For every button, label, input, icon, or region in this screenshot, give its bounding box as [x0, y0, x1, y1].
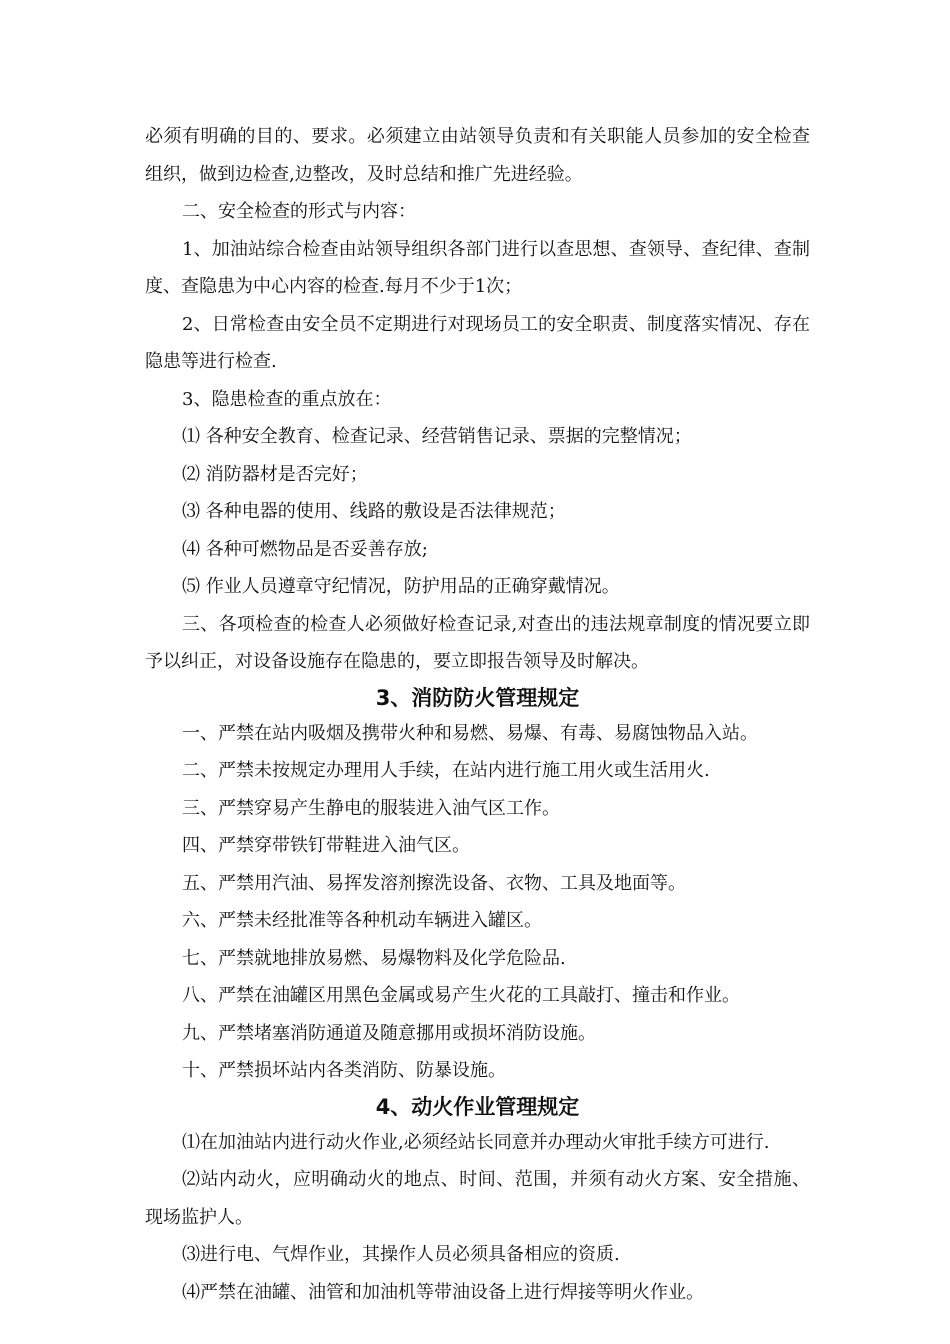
section-title-hot-work: 4、动火作业管理规定 — [375, 1094, 580, 1119]
list-item: 六、严禁未经批准等各种机动车辆进入罐区。 — [182, 910, 542, 931]
paragraph-hazard-focus: 3、隐患检查的重点放在： — [182, 388, 392, 410]
list-item: ⑵ 消防器材是否完好； — [182, 463, 368, 485]
list-item: 三、严禁穿易产生静电的服装进入油气区工作。 — [182, 797, 560, 819]
list-item: ⑴在加油站内进行动火作业,必须经站长同意并办理动火审批手续方可进行. — [182, 1131, 770, 1153]
list-item: ⑶进行电、气焊作业，其操作人员必须具备相应的资质. — [182, 1244, 620, 1265]
paragraph-inspection-records: 三、各项检查的检查人必须做好检查记录,对查出的违法规章制度的情况要立即予以纠正，对设备设施存在隐患的，要立即报告领导及时解决。 — [145, 613, 810, 672]
list-item: ⑸ 作业人员遵章守纪情况，防护用品的正确穿戴情况。 — [182, 576, 620, 597]
list-item: ⑷严禁在油罐、油管和加油机等带油设备上进行焊接等明火作业。 — [182, 1281, 704, 1303]
list-item: ⑴ 各种安全教育、检查记录、经营销售记录、票据的完整情况； — [182, 426, 692, 447]
list-item: ⑷ 各种可燃物品是否妥善存放; — [182, 538, 428, 560]
paragraph-inspection-forms-heading: 二、安全检查的形式与内容： — [182, 201, 416, 222]
list-item: 五、严禁用汽油、易挥发溶剂擦洗设备、衣物、工具及地面等。 — [182, 872, 686, 894]
paragraph-comprehensive-inspection: 1、加油站综合检查由站领导组织各部门进行以查思想、查领导、查纪律、查制度、查隐患为中心内容的检查.每月不少于1次； — [145, 238, 810, 297]
document-body — [145, 118, 810, 1311]
list-item: 九、严禁堵塞消防通道及随意挪用或损坏消防设施。 — [182, 1022, 596, 1044]
list-item: 十、严禁损坏站内各类消防、防暴设施。 — [182, 1060, 506, 1081]
list-item: 八、严禁在油罐区用黑色金属或易产生火花的工具敲打、撞击和作业。 — [182, 985, 740, 1006]
section-title-fire-prevention: 3、消防防火管理规定 — [375, 685, 580, 710]
paragraph-continuation: 必须有明确的目的、要求。必须建立由站领导负责和有关职能人员参加的安全检查组织，做到边检查,边整改，及时总结和推广先进经验。 — [145, 126, 810, 185]
list-item: 四、严禁穿带铁钉带鞋进入油气区。 — [182, 835, 470, 856]
list-item: ⑵站内动火，应明确动火的地点、时间、范围，并须有动火方案、安全措施、现场监护人。 — [145, 1169, 810, 1228]
list-item: 二、严禁未按规定办理用人手续，在站内进行施工用火或生活用火. — [182, 760, 710, 781]
list-item: ⑶ 各种电器的使用、线路的敷设是否法律规范； — [182, 501, 566, 522]
list-item: 一、严禁在站内吸烟及携带火种和易燃、易爆、有毒、易腐蚀物品入站。 — [182, 722, 758, 744]
list-item: 七、严禁就地排放易燃、易爆物料及化学危险品. — [182, 947, 566, 969]
paragraph-daily-inspection: 2、日常检查由安全员不定期进行对现场员工的安全职责、制度落实情况、存在隐患等进行检查. — [145, 313, 810, 372]
